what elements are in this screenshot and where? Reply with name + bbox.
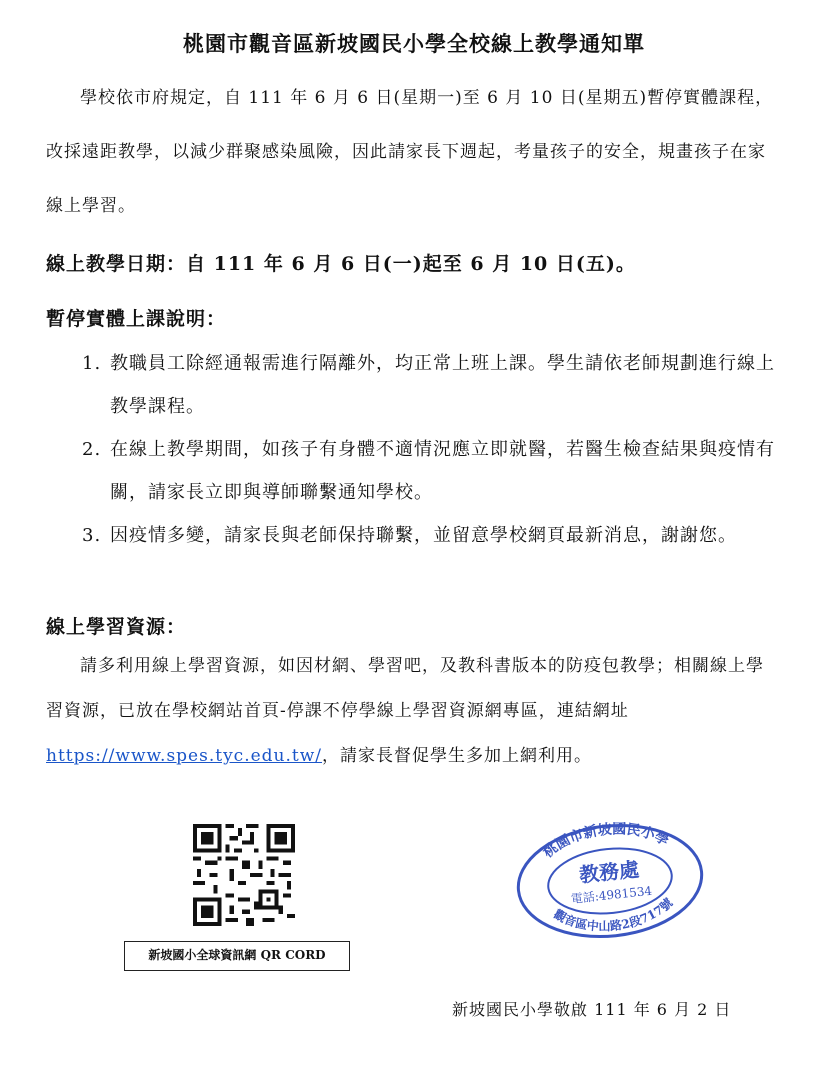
suspend-list	[82, 342, 782, 557]
list-text: 教職員工除經通報需進行隔離外，均正常上班上課。學生請依老師規劃進行線上教學課程。	[110, 353, 775, 417]
list-number: 3.	[82, 525, 102, 546]
resources-text-2: ，請家長督促學生多加上網利用。	[322, 746, 593, 766]
list-item	[82, 514, 782, 557]
qr-caption: 新坡國小全球資訊網 QR CORD	[124, 941, 350, 971]
document-title: 桃園市觀音區新坡國民小學全校線上教學通知單	[183, 31, 645, 56]
resources-heading: 線上學習資源：	[46, 616, 187, 638]
list-item	[82, 342, 782, 428]
qr-code-image	[193, 824, 295, 926]
stamp-ring-text: 桃園市新坡國民小學	[540, 822, 672, 862]
list-number: 1.	[82, 353, 102, 374]
list-text: 在線上教學期間，如孩子有身體不適情況應立即就醫，若醫生檢查結果與疫情有關，請家長立即與導師聯繫通知學校。	[110, 439, 775, 503]
svg-text:桃園市新坡國民小學	[538, 822, 674, 862]
intro-paragraph: 學校依市府規定，自 111 年 6 月 6 日(星期一)至 6 月 10 日(星期五)暫停實體課程，改採遠距教學，以減少群聚感染風險，因此請家長下週起，考量孩子的安全，規畫孩子在家線上學習。	[46, 88, 774, 216]
school-stamp	[512, 822, 708, 940]
list-text: 因疫情多變，請家長與老師保持聯繫，並留意學校網頁最新消息，謝謝您。	[110, 525, 737, 546]
stamp-phone: 電話:4981534	[570, 883, 653, 907]
school-website-link[interactable]: https://www.spes.tyc.edu.tw/	[46, 746, 323, 766]
resources-text-1: 請多利用線上學習資源，如因材網、學習吧，及教科書版本的防疫包教學；相關線上學習資源，已放在學校網站首頁-停課不停學線上學習資源網專區，連結網址	[46, 656, 764, 721]
list-number: 2.	[82, 439, 102, 460]
online-date-line: 線上教學日期：自 111 年 6 月 6 日(一)起至 6 月 10 日(五)。	[46, 253, 636, 275]
list-item	[82, 428, 782, 514]
suspend-heading: 暫停實體上課說明：	[46, 308, 227, 330]
signature-line: 新坡國民小學敬啟 111 年 6 月 2 日	[452, 1000, 732, 1019]
stamp-center: 教務處	[577, 856, 641, 888]
stamp-address: 觀音區中山路2段717號	[551, 895, 676, 934]
resources-paragraph	[46, 644, 778, 779]
